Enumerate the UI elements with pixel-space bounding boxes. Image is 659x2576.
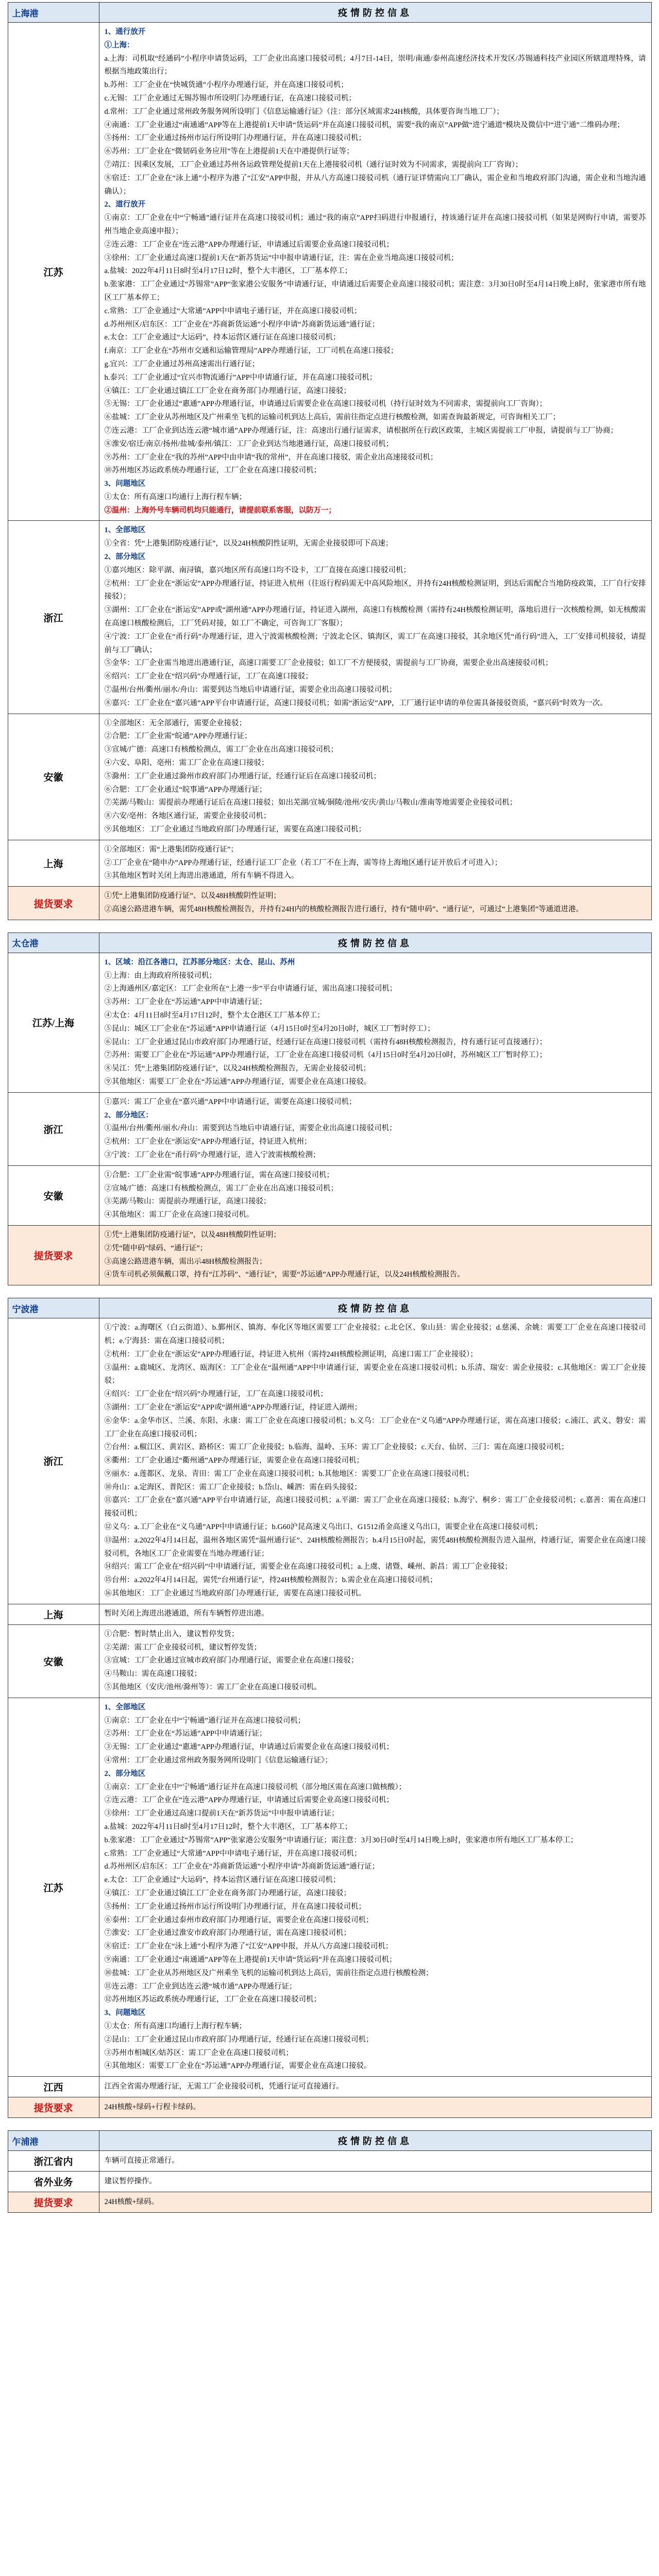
list-item: ②杭州：工厂企业在“浙运安”APP办理通行证，持证进入杭州（需持24H核酸检测证明，高速口需工厂企业接驳）；	[104, 1350, 478, 1359]
list-item: ⑤滁州：工厂企业通过滁州市政府部门办理通行证，经通行证后在高速口接驳司机；	[104, 772, 381, 781]
list-item: ③苏州：工厂企业在“苏运通”APP中申请通行证；	[104, 998, 267, 1007]
region-label: 安徽	[8, 1165, 99, 1225]
list-item: 暂时关闭上海进出港通道，所有车辆暂停进出港。	[104, 1609, 269, 1618]
region-content	[99, 1604, 651, 1624]
list-item: ③无锡：工厂企业通过“惠通”APP办理通行证，申请通过后需要企业在高速口接驳司机；	[104, 1743, 394, 1752]
list-item: ⑦台州：a.椒江区、黄岩区、路桥区：需工厂企业接驳；b.临海、温岭、玉环：需工厂企业接驳；c.天台、仙居、三门：需在高速口接驳司机；	[104, 1443, 569, 1452]
list-item: ④宁波：工厂企业在“甬行码”办理通行证，进入宁波需核酸检测；宁波北仑区、镇海区，需工厂在高速口接驳，其余地区凭“甬行码”进入，工厂安排司机接驳，请提前与工厂确认；	[104, 632, 646, 654]
list-item: ④其他地区：需工厂企业在高速口接驳司机。	[104, 1211, 254, 1219]
region-label: 上海	[8, 1604, 99, 1624]
list-item: ⑪连云港：工厂企业到达连云港“城市通”APP办理通行证；	[104, 1982, 297, 1991]
list-item: ①合肥：工厂企业需“皖事通”APP办理通行证，需在高速口接驳司机；	[104, 1171, 334, 1179]
list-item: ④镇江：工厂企业通过镇江工厂企业在商务部门办理通行证，高速口接驳；	[104, 386, 351, 395]
pickup-requirements-content	[99, 887, 651, 920]
list-item: ①合肥：暂时禁止出入，建议暂停发货；	[104, 1630, 239, 1638]
region-label: 江苏	[8, 1698, 99, 2076]
list-item: ②苏州：工厂企业在“苏运通”APP中申请通行证；	[104, 1730, 267, 1738]
list-item: ②杭州：工厂企业在“浙运安”APP办理通行证，持证进入杭州（往返行程码需无中高风险地区，并持有24H核酸检测证明，到达后需配合当地防疫政策，工厂自行安排接驳）；	[104, 579, 646, 601]
list-item: ①全部地区：无全部通行，需要企业接驳；	[104, 719, 246, 727]
list-item: b.苏州：工厂企业在“快城货通”小程序办理通行证，并在高速口接驳司机；	[104, 81, 348, 90]
list-item: ②工厂企业在“随申办”APP办理通行证，经通行证工厂企业（若工厂不在上海，需等待上海地区通行证开放后才可进入）；	[104, 858, 502, 867]
table-title: 疫情防控信息	[99, 2131, 651, 2151]
list-item: ⑧六安/亳州：各地区通行证，需要企业接驳司机；	[104, 812, 271, 821]
list-item: 江西全省需办理通行证，无需工厂企业接驳司机，凭通行证可直接通行。	[104, 2082, 344, 2091]
list-item: d.苏州州区/启东区：工厂企业在“苏商新货运通”小程序申请“苏商新货运通”通行证；	[104, 1862, 380, 1871]
section-heading: 2、部分地区：	[104, 1111, 153, 1120]
list-item: ②昆山：工厂企业通过昆山市政府部门办理通行证，经通行证在高速口接驳司机；	[104, 2035, 374, 2044]
list-item: ①太仓：所有高速口均通行上海行程车辆；	[104, 2022, 246, 2030]
list-item: ⑦连云港：工厂企业到达连云港“城市通”APP办理通行证，注：高速出行通行证需求，请根据所在行政区政策，主城区需提前工厂申报，请提前与工厂协商；	[104, 426, 618, 435]
list-item: ③徐州：工厂企业通过高速口提前1天在“新苏货运”中申报申请通行证，注：需在企业当地高速口接驳司机；	[104, 253, 459, 262]
ningbo-port-table	[8, 1298, 652, 2118]
list-item: ⑮台州：a.2022年4月14日起，需凭“台州通行证”，持24H核酸检测报告；b.需企业在高速口接驳司机；	[104, 1576, 437, 1585]
list-item: ⑥盐城：工厂企业从苏州地区及广州乘坐飞机的运输司机到达上高后，需前往指定点进行核酸检测，如需查询最新规定，可咨询相关工厂；	[104, 413, 560, 422]
pickup-requirements-label: 提货要求	[8, 2192, 99, 2213]
section-heading: 1、全部地区	[104, 526, 146, 535]
list-item: ①全省：凭“上港集团防疫通行证”，以及24H核酸阴性证明，无需企业接驳即可下高速；	[104, 539, 393, 548]
list-item: ⑨苏州：工厂企业在“我的苏州”APP中由申请“我的常州”，并在高速口接驳，需企业出高速接驳司机；	[104, 453, 438, 462]
region-label: 江苏/上海	[8, 953, 99, 1092]
list-item: ①南京：工厂企业在中“宁畅通”通行证并在高速口接驳司机；通过“我的南京”APP扫码进行申报通行，持该通行证并在高速口接驳司机（如果是网购行申请，需要苏州当地企业高速申报）；	[104, 214, 646, 235]
list-item: ⑨南通：工厂企业通过“南通通”APP等在上港提前1天申请“货运码”并在高速口接驳司机；	[104, 1955, 397, 1964]
pickup-requirements-label: 提货要求	[8, 2097, 99, 2118]
list-item: ①南京：工厂企业在中“宁畅通”通行证并在高速口接驳司机（部分地区需在高速口做核酸）；	[104, 1783, 407, 1791]
list-item: ①南京：工厂企业在中“宁畅通”通行证并在高速口接驳司机；	[104, 1716, 306, 1725]
region-label: 省外业务	[8, 2172, 99, 2192]
list-item: ①凭“上港集团防疫通行证”，以及48H核酸阴性证明；	[104, 1230, 281, 1239]
list-item: ③徐州：工厂企业通过高速口提前1天在“新苏货运”中申报申请通行证；	[104, 1809, 339, 1818]
list-item: ③高速公路进港车辆，需出示48H核酸检测报告；	[104, 1257, 267, 1266]
region-label: 江西	[8, 2077, 99, 2097]
section-heading: 2、部分地区	[104, 553, 146, 562]
table-title: 疫情防控信息	[99, 3, 651, 23]
table-title: 疫情防控信息	[99, 1298, 651, 1318]
list-item: d.苏州州区/启东区：工厂企业在“苏商新货运通”小程序申请“苏商新货运通”通行证；	[104, 320, 380, 329]
list-item: a.盐城：2022年4月11日8时至4月17日12时，整个大丰港区，工厂基本停工；	[104, 1823, 352, 1832]
list-item: ②高速公路进港车辆，需凭48H核酸检测报告，并持有24H内的核酸检测报告进行通行，持有“随申码”、“通行证”，可通过“上港集团”等通道进港。	[104, 905, 584, 913]
list-item: ④绍兴：工厂企业在“绍兴码”办理通行证，工厂在高速口接驳司机；	[104, 1390, 328, 1399]
region-label: 浙江	[8, 1092, 99, 1165]
port-name: 太仓港	[8, 933, 99, 953]
list-item: g.宜兴：工厂企业通过苏州高速需出行通行证；	[104, 360, 260, 368]
list-item: ⑫义乌：a.工厂企业在“义乌通”APP中申请通行证；b.G60沪昆高速义乌出口、G1512甬金高速义乌出口，需要企业在高速口接驳司机；	[104, 1523, 543, 1532]
pickup-requirements-content	[99, 2097, 651, 2118]
list-item: ⑪嘉兴：工厂企业在“嘉兴通”APP平台申请通行证，高速口接驳司机；a.平湖：需工厂企业在高速口接驳；b.海宁、桐乡：需工厂企业接驳司机；c.嘉善：需在高速口接驳司机；	[104, 1496, 646, 1518]
list-item: ①太仓：所有高速口均通行上海行程车辆；	[104, 493, 246, 501]
list-item: ⑥苏州：工厂企业在“微韧码业务应用”等在上港提前1天在中港提供行证等；	[104, 147, 354, 156]
list-item: ⑧衢州：工厂企业通过“衢州通”APP办理通行证，需要企业在高速口接驳司机；	[104, 1456, 364, 1465]
region-content	[99, 23, 651, 521]
list-item: ⑥合肥：工厂企业通过“皖事通”APP办理通行证；	[104, 785, 267, 794]
list-item: e.太仓：工厂企业通过“大运码”，持本运营区通行证在高速口接驳司机；	[104, 1876, 341, 1885]
list-item: ④镇江：工厂企业通过镇江工厂企业在商务部门办理通行证，高速口接驳；	[104, 1889, 351, 1897]
pickup-requirements-label: 提货要求	[8, 887, 99, 920]
list-item: ⑬温州：a.2022年4月14日起，温州各地区需凭“温州通行证”、24H核酸检测报告；b.4月15日0时起，需凭48H核酸检测报告进入温州，持通行证，需要企业在高速口接驳司机，各地区工厂企业需要在当地办理通行证；	[104, 1536, 646, 1558]
table-title: 疫情防控信息	[99, 933, 651, 953]
list-item: c.常熟：工厂企业通过“大常通”APP中申请电子通行证，并在高速口接驳司机；	[104, 1849, 362, 1858]
region-label: 安徽	[8, 1624, 99, 1698]
list-item: ③芜湖/马鞍山：需提前办理通行证，高速口接驳；	[104, 1197, 271, 1206]
list-item: d.常州：工厂企业通过常州政务服务网所设明门《信息运输通行证》（注：部分区域需求24H核酸，具体要咨询当地工厂）；	[104, 107, 504, 116]
shanghai-port-table	[8, 2, 652, 920]
list-item: ⑧宿迁：工厂企业在“泳上通”小程序为港了“江安”APP申报，并从八方高速口接驳司机（通行证详情需向工厂确认，需企业和当地政府部门沟通，需企业和当地沟通确认）；	[104, 174, 646, 196]
list-item: ⑤昆山：城区工厂企业在“苏运通”APP申请通行证（4月15日0时至4月20日0时，城区工厂暂时停工）；	[104, 1024, 435, 1033]
taicang-port-table	[8, 933, 652, 1285]
section-heading: 2、道行放开	[104, 200, 146, 209]
region-content	[99, 953, 651, 1092]
list-item: ①凭“上港集团防疫通行证”、以及48H核酸阴性证明；	[104, 892, 281, 901]
alert-item: ②温州：上海外号车辆司机均只能通行，请提前联系客服，以防万一；	[104, 506, 336, 515]
list-item: ②杭州：工厂企业在“浙运安”APP办理通行证，持证进入杭州；	[104, 1138, 312, 1146]
list-item: a.盐城：2022年4月11日8时至4月17日12时，整个大丰港区，工厂基本停工；	[104, 267, 352, 276]
list-item: ⑤扬州：工厂企业通过扬州市运行所设明门办理通行证，并在高速口接驳司机；	[104, 134, 366, 143]
region-label: 浙江省内	[8, 2151, 99, 2172]
list-item: ④太仓：4月11日8时至4月17日12时，整个太仓港区工厂基本停工；	[104, 1011, 325, 1020]
list-item: ⑥金华：a.金华市区、兰溪、东阳、永康：需工厂企业在高速口接驳司机；b.义乌：工厂企业在“义乌通”APP办理通行证，需在高速口接驳；c.浦江、武义、磐安：需工厂企业在高速口接驳司机；	[104, 1416, 646, 1438]
region-content	[99, 1165, 651, 1225]
region-content: 车辆可直接正常通行。	[99, 2151, 651, 2172]
list-item: ③湖州：工厂企业在“浙运安”APP或“湖州通”APP办理通行证，持证进入湖州，高速口有核酸检测（需持有24H核酸检测证明，落地后进行一次核酸检测，如无核酸需在高速口核酸检测后，工厂凭码对接，如工厂不确定，可咨询工厂客服）；	[104, 606, 646, 628]
list-item: ①温州/台州/衢州/丽水/舟山：需要到达当地后申请通行证，需要企业出高速口接驳司机；	[104, 1124, 397, 1133]
region-label: 江苏	[8, 23, 99, 521]
list-item: ③苏州市相城区/姑苏区：需工厂企业在高速口接驳司机；	[104, 2048, 294, 2057]
region-label: 浙江	[8, 1318, 99, 1604]
zhapu-port-table	[8, 2130, 652, 2213]
list-item: ③其他地区暂时关闭上海进出港通道，所有车辆不得进入。	[104, 872, 299, 880]
region-content	[99, 1092, 651, 1165]
list-item: ⑦温州/台州/衢州/丽水/舟山：需要到达当地后申请通行证，需要企业出高速口接驳司机；	[104, 686, 397, 694]
list-item: ③宣城/广德：高速口有核酸检测点，需工厂企业在出高速口接驳司机；	[104, 745, 339, 754]
list-item: ③宁波：工厂企业在“甬行码”办理通行证，进入宁波需核酸检测；	[104, 1150, 320, 1159]
list-item: ⑦靖江：因乘区发展，工厂企业通过苏州各运政管理处提前1天在上港接驳司机（通行证时效为不同需求，需提前向工厂咨询）；	[104, 160, 523, 169]
section-heading: 3、问题地区	[104, 480, 146, 488]
list-item: ⑤其他地区（安庆/池州/滁州等）：需工厂企业在高速口接驳司机。	[104, 1683, 322, 1692]
region-content	[99, 1318, 651, 1604]
list-item: ⑯其他地区：工厂企业通过当地政府部门办理通行证，需要在高速口接驳司机。	[104, 1589, 366, 1598]
list-item: ⑧吴江：凭“上港集团防疫通行证”，以及24H核酸检测报告，无需企业接驳司机；	[104, 1064, 370, 1073]
list-item: ⑨其他地区：工厂企业通过当地政府部门办理通行证，需要在高速口接驳司机；	[104, 825, 366, 834]
list-item: ①上海：由上海政府所接驳司机；	[104, 971, 216, 980]
list-item: ③温州：a.鹿城区、龙湾区、瓯海区：工厂企业在“温州通”APP中申请通行证，需要企业在高速口接驳司机；b.乐清、瑞安：需企业接驳；c.其他地区：需工厂企业接驳；	[104, 1363, 646, 1385]
list-item: ③宣城：工厂企业通过宣城市政府部门办理通行证，需要企业在高速口接驳；	[104, 1656, 359, 1665]
list-item: ②连云港：工厂企业在“连云港”APP办理通行证，申请通过后需要企业高速口接驳司机；	[104, 1796, 394, 1805]
list-item: ⑨其他地区：需要工厂企业在“苏运通”APP办理通行证，需要企业在高速口接驳。	[104, 1077, 371, 1086]
list-item: e.太仓：工厂企业通过“大运码”，持本运营区通行证在高速口接驳司机；	[104, 333, 341, 342]
list-item: c.常熟：工厂企业通过“大常通”APP中申请电子通行证，并在高速口接驳司机；	[104, 307, 362, 315]
list-item: c.无锡：工厂企业通过无锡苏锡市所设明门办理通行证，在高速口接驳司机；	[104, 94, 357, 103]
list-item: ⑨丽水：a.莲都区、龙泉、青田：需工厂企业在高速口接驳司机；b.其他地区：需要工厂企业在高速口接驳司机；	[104, 1469, 474, 1478]
list-item: a.上海：司机取“经通码”小程序申请货运码，工厂企业出高速口接驳司机；4月7日-14日，崇明/南通/泰州高速经济技术开发区/苏锡通科技产业园区所辖道理特殊，请根据当地政策出行；	[104, 54, 646, 76]
list-item: ⑭绍兴：需工厂企业在“绍兴码”中申请通行证，需要企业在高速口接驳司机；a.上虞、诸暨、嵊州、新昌：需工厂企业接驳；	[104, 1563, 512, 1571]
region-content	[99, 1698, 651, 2076]
region-label: 浙江	[8, 521, 99, 714]
list-item: h.泰兴：工厂企业通过“宜兴市物流通行”APP中申请通行证，并在高速口接驳司机；	[104, 373, 377, 382]
port-name: 宁波港	[8, 1298, 99, 1318]
list-item: ④其他地区：需要工厂企业在“苏运通”APP办理通行证，需要企业在高速口接驳。	[104, 2062, 371, 2071]
list-item: ⑥绍兴：工厂企业在“绍兴码”办理通行证，工厂在高速口接驳；	[104, 672, 313, 681]
pickup-requirements-content	[99, 1225, 651, 1285]
list-item: ④马鞍山：需在高速口接驳；	[104, 1670, 201, 1679]
section-heading: 2、部分地区	[104, 1769, 146, 1778]
list-item: ④六安、阜阳、亳州：需工厂企业在高速口接驳；	[104, 759, 269, 768]
region-content	[99, 1624, 651, 1698]
list-item: ⑥昆山：工厂企业通过昆山市政府部门办理通行证，经通行证在高速口接驳司机（需持有48H核酸检测报告，持有通行证可直接通行）；	[104, 1038, 547, 1046]
list-item: ⑧宿迁：工厂企业在“泳上通”小程序为港了“江安”APP申报，并从八方高速口接驳司机；	[104, 1942, 393, 1951]
list-item: ②合肥：工厂企业需“皖通”APP办理通行证；	[104, 732, 252, 741]
list-item: ②连云港：工厂企业在“连云港”APP办理通行证，申请通过后需要企业高速口接驳司机；	[104, 240, 394, 249]
list-item: ⑦淮安：工厂企业通过淮安市政府部门办理通行证，需在高速口接驳司机；	[104, 1929, 351, 1938]
list-item: ⑤金华：工厂企业需当地进出港通行证，高速口需要工厂企业接驳；如工厂不方便接驳，需提前与工厂协商，需要企业出高速接驳司机；	[104, 659, 553, 668]
list-item: ④南通：工厂企业通过“南通通”APP等在上港提前1天申请“货运码”并在高速口接驳司机，需要“我的南京”APP做“进宁通道”模块及微信中“进宁通”二维码办理；	[104, 121, 624, 129]
list-item: ⑥泰州：工厂企业通过泰州市政府部门办理通行证，需要企业在高速口接驳司机；	[104, 1916, 374, 1924]
list-item: ④常州：工厂企业通过常州政务服务网所设明门《信息运输通行证》；	[104, 1756, 332, 1765]
list-item: ①嘉兴地区：除平湖、南浔镇，嘉兴地区所有高速口均不设卡，工厂直接在高速口接驳司机；	[104, 566, 411, 574]
region-content: 建议暂停操作。	[99, 2172, 651, 2192]
section-heading: 3、问题地区	[104, 2009, 146, 2018]
list-item: ⑤无锡：工厂企业通过“惠通”APP办理通行证，申请通过后需要企业在高速口接驳司机（持行证时效为不同需求，需提前向工厂咨询）；	[104, 400, 547, 409]
subsection-heading: ①上海：	[104, 41, 134, 49]
list-item: ①嘉兴：需工厂企业在“嘉兴通”APP中申请通行证，需要在高速口接驳司机；	[104, 1097, 357, 1106]
list-item: b.张家港：工厂企业通过“苏锡常”APP“张家港公安服务”申请通行证，申请通过后需要企业高速口接驳司机；需注意：3月30日0时至4月14日晚上8时，张家港市所有地区工厂基本停工；	[104, 280, 646, 302]
region-content	[99, 840, 651, 886]
list-item: ④货车司机必须佩戴口罩，持有“江苏码”、“通行证”，需要“苏运通”APP办理通行证，以及24H核酸检测报告。	[104, 1270, 465, 1279]
list-item: ⑧淮安/宿迁/南京/扬州/盐城/泰州/镇江：工厂企业到达当地港通行证，高速口接驳司机；	[104, 439, 394, 448]
region-content	[99, 714, 651, 840]
pickup-requirements-content: 24H核酸+绿码。	[99, 2192, 651, 2213]
list-item: f.南京：工厂企业在“苏州市交通和运输管理局”APP办理通行证，工厂司机在高速口接驳；	[104, 347, 398, 355]
list-item: 24H核酸+绿码+行程卡绿码。	[104, 2103, 200, 2111]
list-item: ②芜湖：需工厂企业接驳司机，建议暂停发货；	[104, 1643, 261, 1652]
list-item: ⑩舟山：a.定海区、普陀区：需工厂企业接驳；b.岱山、嵊泗：需在码头接驳；	[104, 1483, 362, 1492]
list-item: ⑤湖州：工厂企业在“浙运安”APP或“湖州通”APP办理通行证，持证进入湖州；	[104, 1403, 362, 1412]
port-name: 上海港	[8, 3, 99, 23]
list-item: ②宣城/广德：高速口有核酸检测点，需工厂企业在出高速口接驳司机；	[104, 1184, 339, 1193]
list-item: ⑦苏州：需要工厂企业在“苏运通”APP办理通行证，工厂企业在高速口接驳司机（4月15日0时至4月20日0时，苏州城区工厂暂时停工）；	[104, 1051, 547, 1060]
list-item: ⑫苏州地区苏运政系统办理通行证，工厂企业在高速口接驳司机；	[104, 1995, 321, 2004]
port-name: 乍浦港	[8, 2131, 99, 2151]
list-item: ⑩苏州地区苏运政系统办理通行证，工厂企业在高速口接驳司机；	[104, 466, 321, 475]
region-label: 上海	[8, 840, 99, 886]
section-heading: 1、区域：沿江各港口，江苏部分地区：太仓、昆山、苏州	[104, 958, 295, 967]
list-item: ①宁波：a.海曙区（白云街道）、b.鄞州区、镇海、奉化区等地区需要工厂企业接驳；c.北仑区、象山县：需企业接驳；d.慈溪、余姚：需要工厂企业在高速口接驳司机；e.宁海县：需在高速口接驳司机；	[104, 1324, 646, 1345]
list-item: ①全部地区：需“上港集团防疫通行证”；	[104, 845, 238, 854]
list-item: b.张家港：工厂企业通过“苏锡常”APP“张家港公安服务”申请通行证；需注意：3月30日0时至4月14日晚上8时，张家港市所有地区工厂基本停工；	[104, 1836, 578, 1844]
list-item: ⑧嘉兴：工厂企业在“嘉兴通”APP平台申请通行证，高速口接驳司机；如需“浙运安”APP，工厂通行证申请的单位需具备接驳资质，“嘉兴码”时效为一次。	[104, 699, 607, 707]
pickup-requirements-label: 提货要求	[8, 1225, 99, 1285]
section-heading: 1、通行放开	[104, 28, 146, 36]
list-item: ②上海通州区/嘉定区：工厂企业所在“上港一步”平台申请通行证，需出高速口接驳司机；	[104, 985, 397, 993]
list-item: ⑤扬州：工厂企业通过扬州市运行所设明门办理通行证，并在高速口接驳司机；	[104, 1902, 366, 1911]
region-label: 安徽	[8, 714, 99, 840]
region-content	[99, 2077, 651, 2097]
list-item: ②凭“随申码”绿码、“通行证”；	[104, 1244, 208, 1252]
section-heading: 1、全部地区	[104, 1703, 146, 1711]
list-item: ⑩盐城：工厂企业从苏州地区及广州乘坐飞机的运输司机到达上高后，需前往指定点进行核酸检测；	[104, 1969, 433, 1977]
list-item: ⑦芜湖/马鞍山：需提前办理通行证后在高速口接驳；如出芜湖/宣城/铜陵/池州/安庆/黄山/马鞍山/淮南等地需要企业接驳司机；	[104, 799, 517, 807]
region-content	[99, 521, 651, 714]
